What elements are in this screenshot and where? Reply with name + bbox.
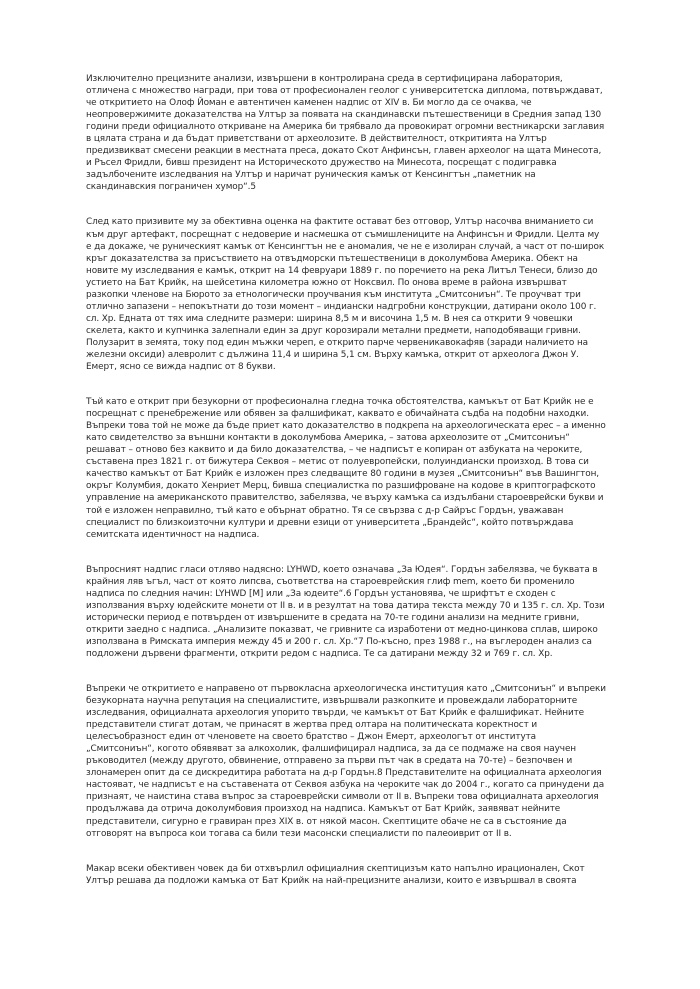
paragraph: След като призивите му за обективна оценка на фактите остават без отговор, Ултър насочва вниманието си към друг артефакт, посрещнат с недоверие и насмешка от съмишлениците на Анфинсън и Фридли. Целта му е да докаже, че руническият камък от Кенсингтън не е аномалия, че не е изолиран случай, а част от по-широк кръг доказателства за присъствието на отвъдморски пътешественици в доколумбова Америка. Обект на новите му изследвания е камък, открит на 14 февруари 1889 г. по поречието на река Литъл Тенеси, близо до устието на Бат Крийк, на шейсетина километра южно от Ноксвил. По онова време в района извършват разкопки членове на Бюрото за етнологически проучвания към института „Смитсониън“. Те проучват три отлично запазени – непокътнати до този момент – индиански надгробни конструкции, датирани около 100 г. сл. Хр. Едната от тях има следните размери: ширина 8,5 м и височина 1,5 м. В нея са открити 9 човешки скелета, както и купчинка залепнали един за друг корозирали метални предмети, наподобяващи гривни. Полузарит в земята, току под един мъжки череп, е открито парче червеникавокафяв (заради наличието на железни оксиди) алевролит с дължина 11,4 и ширина 5,1 см. Върху камъка, открит от археолога Джон У. Емерт, ясно се вижда надпис от 8 букви. xyxy=(86,217,605,373)
document-body xyxy=(86,73,606,887)
paragraph: Въпросният надпис гласи отляво надясно: LYHWD, което означава „За Юдея“. Гордън забелязва, че буквата в крайния ляв ъгъл, част от която липсва, съответства на староеврейския глиф mem, което би променило надписа по следния начин: LYHWD [M] или „За юдеите“.6 Гордън установява, че шрифтът е сходен с използвания върху юдейските монети от II в. и в резултат на това датира текста между 70 и 135 г. сл. Хр. Този исторически период е потвърден от извършените в средата на 70-те години анализи на медните гривни, открити заедно с надписа. „Анализите показват, че гривните са изработени от медно-цинкова сплав, широко използвана в Римската империя между 45 и 200 г. сл. Хр.“7 По-късно, през 1988 г., на въглероден анализ са подложени дървени фрагменти, открити редом с надписа. Те са датирани между 32 и 769 г. сл. Хр. xyxy=(86,564,605,659)
paragraph: Тъй като е открит при безукорни от професионална гледна точка обстоятелства, камъкът от Бат Крийк не е посрещнат с пренебрежение или обявен за фалшификат, каквато е обичайната съдба на подобни находки. Въпреки това той не може да бъде приет като доказателство в подкрепа на археологическата ерес – а именно като свидетелство за външни контакти в доколумбова Америка, – затова археолозите от „Смитсониън“ решават – отново без каквито и да било доказателства, – че надписът е копиран от азбуката на чероките, съставена през 1821 г. от бижутера Секвоя – метис от полуевропейски, полуиндиански произход. В това си качество камъкът от Бат Крийк е изложен през следващите 80 години в музея „Смитсониън“ във Вашингтон, окръг Колумбия, докато Хенриет Мерц, бивша специалистка по разшифроване на кодове в криптографското управление на американското правителство, забелязва, че върху камъка са издълбани староеврейски букви и той е изложен неправилно, тъй като е обърнат обратно. Тя се свързва с д-р Сайръс Гордън, уважаван специалист по близкоизточни култури и древни езици от университета „Брандейс“, който потвърждава семитската идентичност на надписа. xyxy=(86,397,606,540)
paragraph: Въпреки че откритието е направено от първокласна археологическа институция като „Смитсониън“ и въпреки безукорната научна репутация на специалистите, извършвали разкопките и провеждали лабораторните изследвания, официалната археология упорито твърди, че камъкът от Бат Крийк е фалшификат. Нейните представители стигат дотам, че принасят в жертва пред олтара на политическата коректност и целесъобразност един от членовете на своето братство – Джон Емерт, археологът от института „Смитсониън“, когото обявяват за алкохолик, фалшифицирал надписа, за да се подмаже на своя научен ръководител (между другото, обвинение, отправено за първи път чак в средата на 70-те) – безпочвен и злонамерен опит да се дискредитира работата на д-р Гордън.8 Представителите на официалната археология настояват, че надписът е на съставената от Секвоя азбука на чероките чак до 2004 г., когато са принудени да признаят, че наистина става въпрос за староеврейски символи от II в. Въпреки това официалната археология продължава да отрича доколумбовия произход на надписа. Камъкът от Бат Крийк, заявяват нейните представители, сигурно е гравиран през XIX в. от някой масон. Скептиците обаче не са в състояние да отговорят на въпроса кои тогава са били тези масонски специалисти по палеоиврит от II в. xyxy=(86,684,606,839)
paragraph: Макар всеки обективен човек да би отхвърлил официалния скептицизъм като напълно ирационален, Скот Ултър решава да подложи камъка от Бат Крийк на най-прецизните анализи, които е извършвал в своята xyxy=(86,863,585,886)
paragraph: Изключително прецизните анализи, извършени в контролирана среда в сертифицирана лаборатория, отличена с множество награди, при това от професионален геолог с университетска диплома, потвърждават, че откритието на Олоф Йоман е автентичен каменен надпис от XIV в. Би могло да се очаква, че неопровержимите доказателства на Ултър за появата на скандинавски пътешественици в Средния запад 130 години преди официалното откриване на Америка би трябвало да провокират огромни вестникарски заглавия в цялата страна и да бъдат приветствани от археолозите. В действителност, откритията на Ултър предизвикват смесени реакции в местната преса, докато Скот Анфинсън, главен археолог на щата Минесота, и Ръсел Фридли, бивш президент на Историческото дружество на Минесота, посрещат с подигравка задълбочените изследвания на Ултър и наричат руническия камък от Кенсингтън „паметник на скандинавския пограничен хумор“.5 xyxy=(86,74,605,193)
